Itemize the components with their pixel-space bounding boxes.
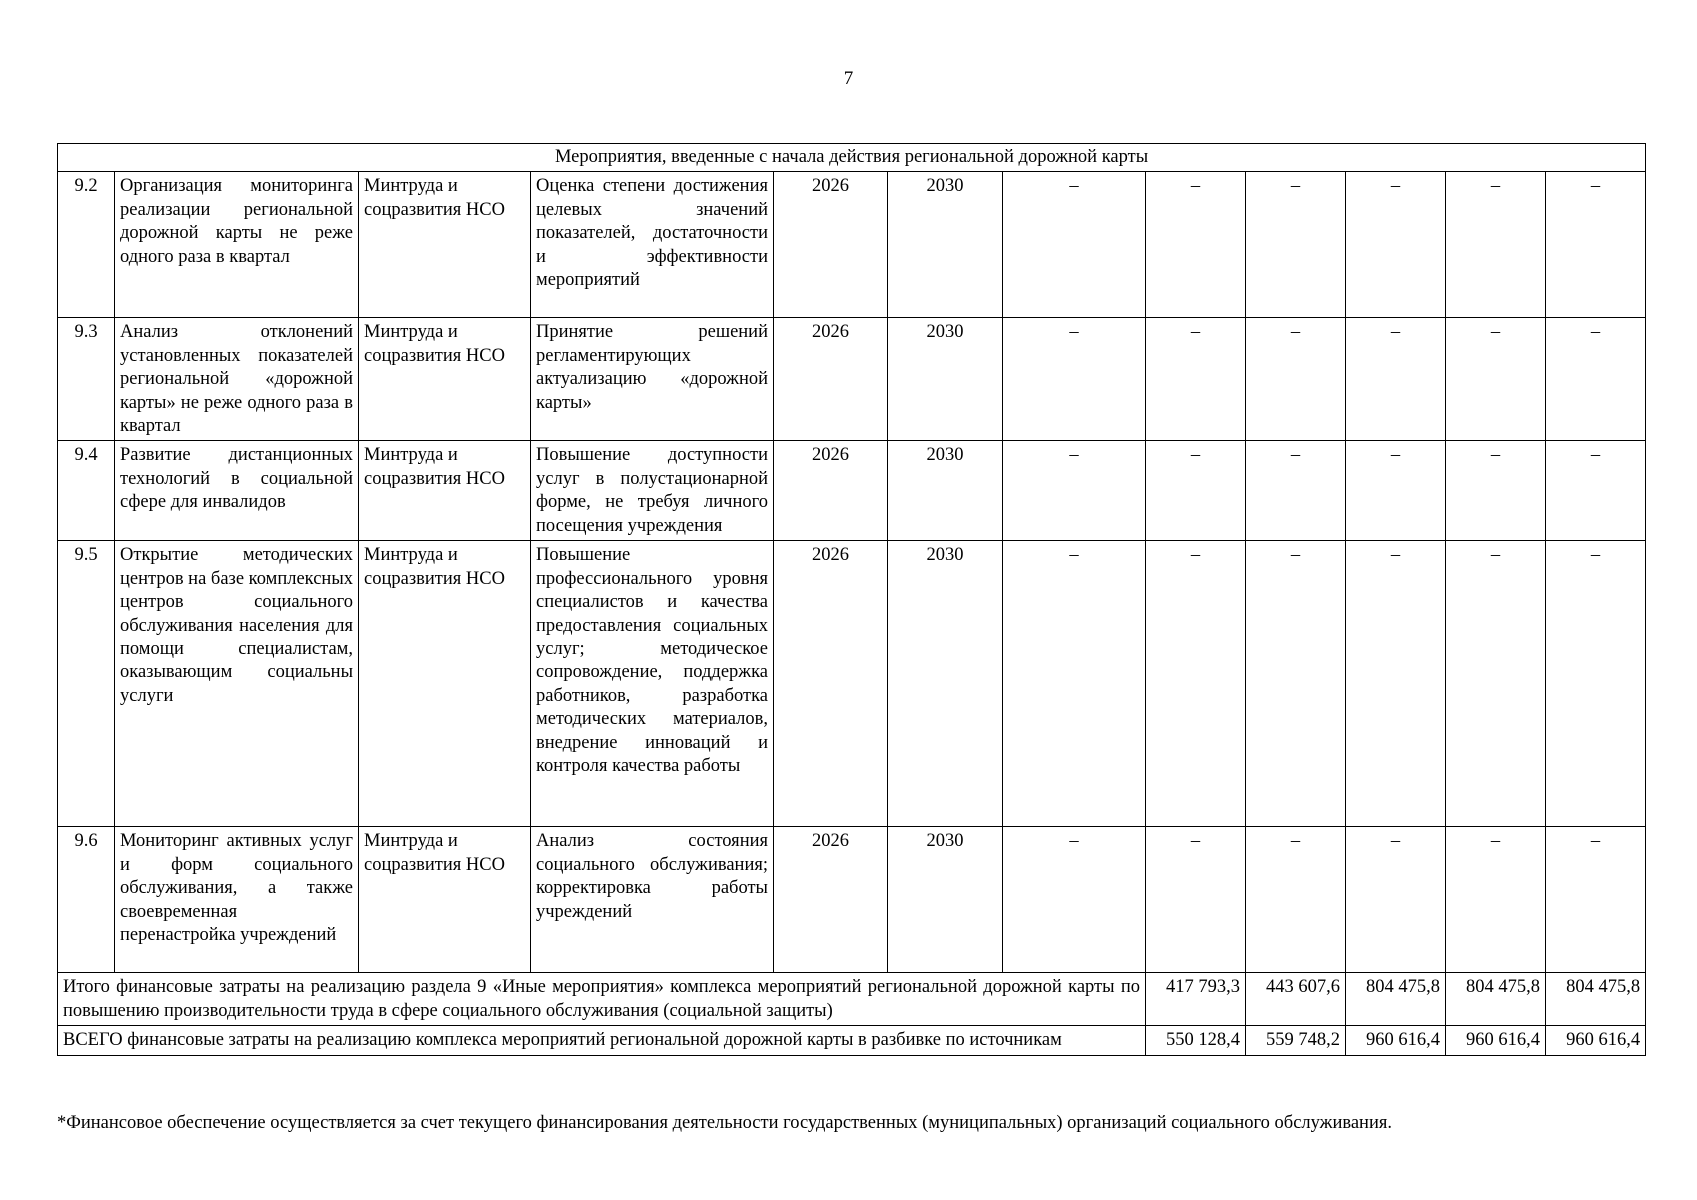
value-cell: – bbox=[1003, 541, 1146, 827]
table-row bbox=[58, 172, 1646, 318]
subtotal-value: 804 475,8 bbox=[1346, 973, 1446, 1026]
section-header-row bbox=[58, 144, 1646, 172]
value-cell: – bbox=[1346, 541, 1446, 827]
value-cell: – bbox=[1546, 541, 1646, 827]
row-number: 9.5 bbox=[58, 541, 115, 827]
start-year-cell: 2026 bbox=[774, 827, 888, 973]
result-cell: Повышение доступности услуг в полустационарной форме, не требуя личного посещения учреждения bbox=[531, 441, 774, 541]
activity-cell: Развитие дистанционных технологий в социальной сфере для инвалидов bbox=[115, 441, 359, 541]
value-cell: – bbox=[1446, 172, 1546, 318]
value-cell: – bbox=[1446, 827, 1546, 973]
value-cell: – bbox=[1546, 318, 1646, 441]
footnote: *Финансовое обеспечение осуществляется за счет текущего финансирования деятельности государственных (муниципальных) организаций социального обслуживания. bbox=[57, 1113, 1392, 1133]
value-cell: – bbox=[1446, 441, 1546, 541]
value-cell: – bbox=[1146, 172, 1246, 318]
value-cell: – bbox=[1546, 172, 1646, 318]
end-year-cell: 2030 bbox=[888, 441, 1003, 541]
value-cell: – bbox=[1246, 318, 1346, 441]
value-cell: – bbox=[1346, 318, 1446, 441]
activity-cell: Анализ отклонений установленных показателей региональной «дорожной карты» не реже одного раза в квартал bbox=[115, 318, 359, 441]
row-number: 9.2 bbox=[58, 172, 115, 318]
value-cell: – bbox=[1003, 827, 1146, 973]
value-cell: – bbox=[1346, 441, 1446, 541]
end-year-cell: 2030 bbox=[888, 541, 1003, 827]
subtotal-label: Итого финансовые затраты на реализацию раздела 9 «Иные мероприятия» комплекса мероприятий региональной дорожной карты по повышению производительности труда в сфере социального обслуживания (социальной защиты) bbox=[58, 973, 1146, 1026]
value-cell: – bbox=[1246, 441, 1346, 541]
value-cell: – bbox=[1446, 541, 1546, 827]
total-label: ВСЕГО финансовые затраты на реализацию комплекса мероприятий региональной дорожной карты в разбивке по источникам bbox=[58, 1026, 1146, 1055]
section-header: Мероприятия, введенные с начала действия региональной дорожной карты bbox=[58, 144, 1646, 172]
result-cell: Оценка степени достижения целевых значений показателей, достаточности и эффективности мероприятий bbox=[531, 172, 774, 318]
subtotal-value: 417 793,3 bbox=[1146, 973, 1246, 1026]
end-year-cell: 2030 bbox=[888, 827, 1003, 973]
value-cell: – bbox=[1146, 827, 1246, 973]
subtotal-value: 804 475,8 bbox=[1446, 973, 1546, 1026]
executor-cell: Минтруда и соцразвития НСО bbox=[359, 827, 531, 973]
total-value: 960 616,4 bbox=[1546, 1026, 1646, 1055]
value-cell: – bbox=[1446, 318, 1546, 441]
value-cell: – bbox=[1546, 827, 1646, 973]
start-year-cell: 2026 bbox=[774, 541, 888, 827]
table-row bbox=[58, 441, 1646, 541]
table-row bbox=[58, 827, 1646, 973]
total-value: 960 616,4 bbox=[1446, 1026, 1546, 1055]
table-row bbox=[58, 541, 1646, 827]
value-cell: – bbox=[1003, 318, 1146, 441]
table-row bbox=[58, 318, 1646, 441]
end-year-cell: 2030 bbox=[888, 172, 1003, 318]
start-year-cell: 2026 bbox=[774, 441, 888, 541]
start-year-cell: 2026 bbox=[774, 318, 888, 441]
executor-cell: Минтруда и соцразвития НСО bbox=[359, 172, 531, 318]
value-cell: – bbox=[1246, 827, 1346, 973]
subtotal-row bbox=[58, 973, 1646, 1026]
value-cell: – bbox=[1146, 441, 1246, 541]
activity-cell: Организация мониторинга реализации региональной дорожной карты не реже одного раза в квартал bbox=[115, 172, 359, 318]
total-value: 550 128,4 bbox=[1146, 1026, 1246, 1055]
value-cell: – bbox=[1146, 318, 1246, 441]
total-row bbox=[58, 1026, 1646, 1055]
value-cell: – bbox=[1346, 172, 1446, 318]
value-cell: – bbox=[1003, 172, 1146, 318]
row-number: 9.6 bbox=[58, 827, 115, 973]
result-cell: Принятие решений регламентирующих актуализацию «дорожной карты» bbox=[531, 318, 774, 441]
start-year-cell: 2026 bbox=[774, 172, 888, 318]
value-cell: – bbox=[1146, 541, 1246, 827]
total-value: 960 616,4 bbox=[1346, 1026, 1446, 1055]
executor-cell: Минтруда и соцразвития НСО bbox=[359, 541, 531, 827]
value-cell: – bbox=[1346, 827, 1446, 973]
value-cell: – bbox=[1546, 441, 1646, 541]
value-cell: – bbox=[1246, 172, 1346, 318]
subtotal-value: 443 607,6 bbox=[1246, 973, 1346, 1026]
result-cell: Повышение профессионального уровня специалистов и качества предоставления социальных услуг; методическое сопровождение, поддержка работников, разработка методических материалов, внедрение инноваций и контроля качества работы bbox=[531, 541, 774, 827]
end-year-cell: 2030 bbox=[888, 318, 1003, 441]
page-number: 7 bbox=[843, 68, 854, 89]
executor-cell: Минтруда и соцразвития НСО bbox=[359, 318, 531, 441]
value-cell: – bbox=[1003, 441, 1146, 541]
subtotal-value: 804 475,8 bbox=[1546, 973, 1646, 1026]
row-number: 9.4 bbox=[58, 441, 115, 541]
activity-cell: Мониторинг активных услуг и форм социального обслуживания, а также своевременная перенастройка учреждений bbox=[115, 827, 359, 973]
roadmap-table bbox=[57, 143, 1646, 1056]
value-cell: – bbox=[1246, 541, 1346, 827]
activity-cell: Открытие методических центров на базе комплексных центров социального обслуживания населения для помощи специалистам, оказывающим социальны услуги bbox=[115, 541, 359, 827]
total-value: 559 748,2 bbox=[1246, 1026, 1346, 1055]
result-cell: Анализ состояния социального обслуживания; корректировка работы учреждений bbox=[531, 827, 774, 973]
executor-cell: Минтруда и соцразвития НСО bbox=[359, 441, 531, 541]
row-number: 9.3 bbox=[58, 318, 115, 441]
